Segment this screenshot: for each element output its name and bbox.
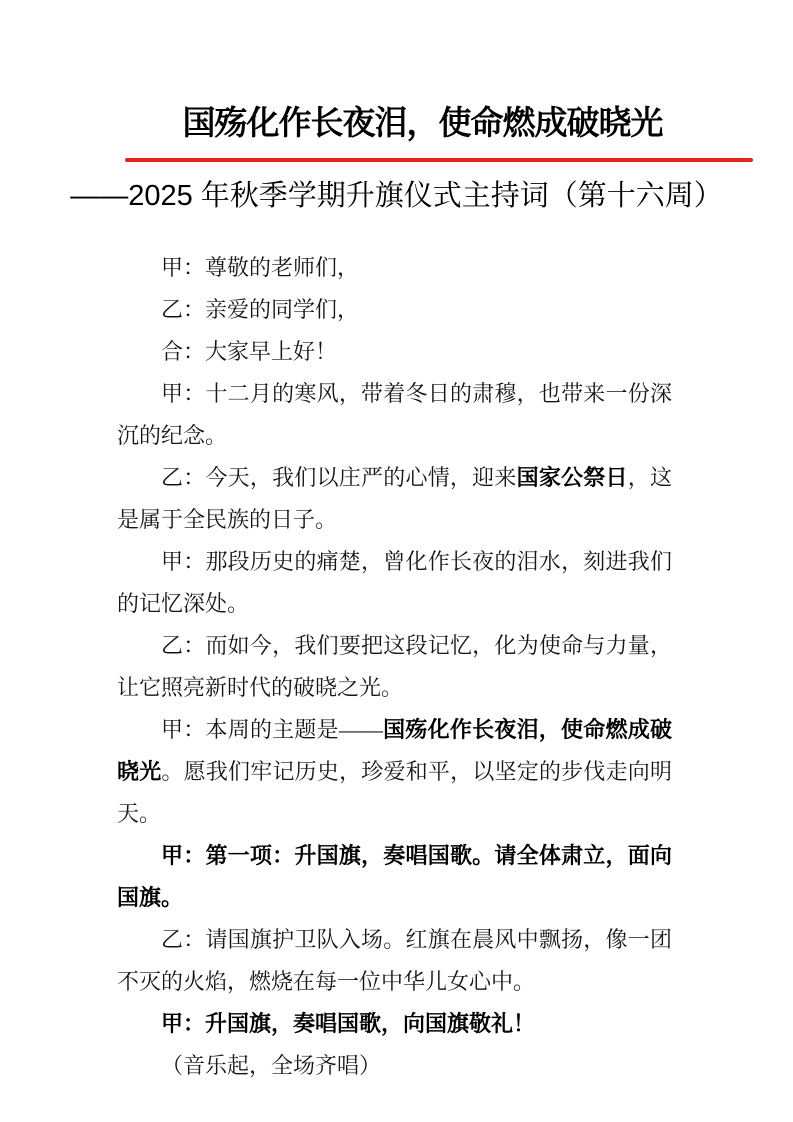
script-paragraph [117, 373, 672, 457]
script-paragraph [117, 541, 672, 625]
paragraph-segment: 乙：而如今，我们要把这段记忆，化为使命与力量，让它照亮新时代的破晓之光。 [117, 633, 672, 700]
script-body [117, 247, 672, 1087]
document-subtitle: ——2025 年秋季学期升旗仪式主持词（第十六周） [70, 180, 723, 212]
paragraph-segment: ，这是属于全民族的日子。 [117, 465, 672, 532]
paragraph-segment: 乙：请国旗护卫队入场。红旗在晨风中飘扬，像一团不灭的火焰，燃烧在每一位中华儿女心中。 [117, 927, 672, 994]
paragraph-segment: 甲：本周的主题是—— [161, 717, 383, 742]
script-paragraph [117, 835, 672, 919]
paragraph-segment: 乙：亲爱的同学们， [161, 297, 360, 322]
paragraph-segment: 甲：那段历史的痛楚，曾化作长夜的泪水，刻进我们的记忆深处。 [117, 549, 672, 616]
paragraph-segment: 。愿我们牢记历史，珍爱和平，以坚定的步伐走向明天。 [117, 759, 672, 826]
paragraph-segment: 合：大家早上好！ [161, 339, 338, 364]
script-paragraph [117, 457, 672, 541]
paragraph-segment-bold: 甲：第一项：升国旗，奏唱国歌。请全体肃立，面向国旗。 [117, 843, 672, 910]
script-paragraph [117, 1003, 672, 1045]
paragraph-segment: 甲：十二月的寒风，带着冬日的肃穆，也带来一份深沉的纪念。 [117, 381, 672, 448]
script-paragraph [117, 331, 672, 373]
document-title: 国殇化作长夜泪，使命燃成破晓光 [182, 104, 663, 141]
script-paragraph [117, 625, 672, 709]
paragraph-segment: 甲：尊敬的老师们， [161, 255, 360, 280]
script-paragraph [117, 709, 672, 835]
script-paragraph [117, 247, 672, 289]
paragraph-segment-bold: 国殇化作长夜泪，使命燃成破晓光 [117, 717, 672, 784]
script-paragraph [117, 1045, 672, 1087]
script-paragraph [117, 289, 672, 331]
paragraph-segment-bold: 国家公祭日 [516, 465, 628, 490]
paragraph-segment-bold: 甲：升国旗，奏唱国歌，向国旗敬礼！ [161, 1011, 536, 1036]
paragraph-segment: （音乐起，全场齐唱） [161, 1053, 382, 1078]
paragraph-segment: 乙：今天，我们以庄严的心情，迎来 [161, 465, 517, 490]
script-paragraph [117, 919, 672, 1003]
